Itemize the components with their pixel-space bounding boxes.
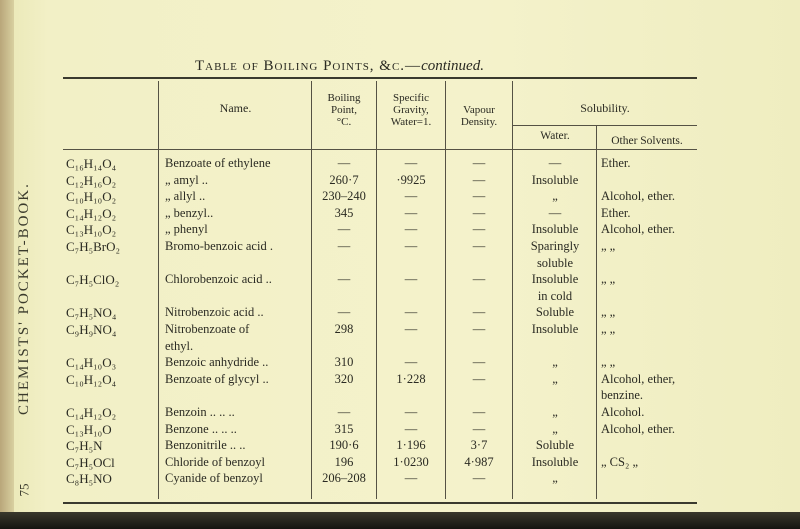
- cell-formula: C₁₀H₁₂O₄: [66, 371, 117, 387]
- cell-name: Benzone .. .. ..: [165, 421, 237, 436]
- cell-vd: —: [472, 189, 486, 204]
- column-divider: [445, 81, 446, 499]
- table-title: [195, 58, 625, 75]
- bottom-shadow: [0, 512, 800, 529]
- cell-name: Benzoate of glycyl ..: [165, 371, 269, 386]
- cell-other: Alcohol.: [601, 405, 645, 419]
- cell-water: „: [552, 355, 558, 370]
- header-divider: [63, 149, 697, 150]
- cell-vd: —: [472, 272, 486, 287]
- cell-name: Nitrobenzoic acid ..: [165, 305, 264, 320]
- cell-water: Insoluble: [531, 222, 579, 237]
- page-binding: [0, 0, 14, 512]
- cell-bp: —: [337, 156, 351, 170]
- cell-formula: C₁₂H₁₆O₂: [66, 172, 117, 188]
- cell-name: Chlorobenzoic acid ..: [165, 272, 272, 287]
- cell-other: benzine.: [601, 388, 643, 403]
- cell-bp: 190·6: [329, 438, 359, 453]
- cell-bp: 206–208: [322, 471, 366, 486]
- cell-name: „ benzyl..: [165, 205, 214, 220]
- header-specific-3: Water=1.: [390, 116, 432, 128]
- cell-bp: 230–240: [322, 189, 366, 204]
- table-title-continued: continued.: [421, 58, 484, 74]
- header-solubility: Solubility.: [580, 101, 630, 115]
- cell-water: Insoluble: [531, 454, 579, 469]
- cell-sg: —: [404, 189, 418, 204]
- column-divider: [376, 81, 377, 499]
- cell-sg: —: [404, 471, 418, 486]
- cell-formula: C₁₀H₁₀O₂: [66, 189, 117, 205]
- cell-bp: 298: [334, 322, 354, 336]
- cell-sg: —: [404, 355, 418, 370]
- header-boiling-1: Boiling: [327, 92, 361, 104]
- header-vapour-1: Vapour: [463, 104, 495, 116]
- cell-vd: 3·7: [470, 438, 488, 453]
- cell-bp: 260·7: [329, 172, 359, 187]
- header-vapour-2: Density.: [460, 116, 498, 128]
- page-number: 75: [16, 483, 32, 497]
- cell-water: —: [548, 156, 562, 170]
- cell-formula: C₁₃H₁₀O₂: [66, 222, 117, 238]
- cell-other: „ „: [601, 239, 616, 253]
- cell-name: Cyanide of benzoyl: [165, 471, 263, 486]
- cell-water: „: [552, 189, 558, 204]
- cell-water: „: [552, 471, 558, 486]
- table-title-main: Table of Boiling Points, &c.—: [195, 58, 422, 74]
- cell-other: Alcohol, ether.: [601, 189, 675, 204]
- cell-other: Alcohol, ether.: [601, 421, 675, 436]
- cell-water: „: [552, 421, 558, 436]
- cell-water: Insoluble: [531, 272, 579, 287]
- cell-water: „: [552, 371, 558, 386]
- cell-name: „ amyl ..: [165, 172, 209, 187]
- cell-vd: —: [472, 405, 486, 419]
- cell-vd: —: [472, 355, 486, 370]
- cell-vd: —: [472, 156, 486, 170]
- cell-vd: —: [472, 471, 486, 486]
- cell-formula: C₇H₅ClO₂: [66, 272, 120, 288]
- cell-name: „ allyl ..: [165, 189, 206, 204]
- cell-vd: —: [472, 371, 486, 386]
- cell-vd: —: [472, 205, 486, 220]
- cell-sg: —: [404, 405, 418, 419]
- cell-bp: 315: [334, 421, 354, 436]
- cell-vd: —: [472, 172, 486, 187]
- cell-name: Benzoate of ethylene: [165, 156, 271, 170]
- cell-name: ethyl.: [165, 338, 194, 353]
- cell-name: „ phenyl: [165, 222, 208, 237]
- cell-formula: C₇H₅OCl: [66, 454, 115, 470]
- cell-name: Chloride of benzoyl: [165, 454, 265, 469]
- cell-sg: —: [404, 239, 418, 253]
- cell-bp: 320: [334, 371, 354, 386]
- cell-formula: C₇H₅NO₄: [66, 305, 117, 321]
- cell-vd: —: [472, 421, 486, 436]
- cell-sg: —: [404, 205, 418, 220]
- cell-sg: 1·228: [396, 371, 426, 386]
- column-divider: [158, 81, 159, 499]
- cell-formula: C₁₄H₁₂O₂: [66, 205, 117, 221]
- cell-formula: C₁₄H₁₂O₂: [66, 405, 117, 420]
- cell-sg: —: [404, 272, 418, 287]
- cell-name: Bromo-benzoic acid .: [165, 239, 273, 253]
- cell-water: Sparingly: [530, 239, 580, 253]
- cell-water: soluble: [536, 255, 574, 270]
- spine-header: [14, 60, 44, 500]
- cell-bp: —: [337, 272, 351, 287]
- column-divider: [311, 81, 312, 499]
- cell-water: Soluble: [535, 438, 575, 453]
- cell-other: Alcohol, ether.: [601, 222, 675, 237]
- cell-bp: 310: [334, 355, 354, 370]
- boiling-points-table: [63, 77, 697, 504]
- cell-bp: —: [337, 305, 351, 320]
- cell-formula: C₈H₅NO: [66, 471, 112, 487]
- column-divider: [596, 126, 597, 499]
- cell-bp: 196: [334, 454, 354, 469]
- cell-sg: —: [404, 156, 418, 170]
- header-divider: [512, 125, 697, 126]
- cell-vd: —: [472, 322, 486, 336]
- cell-other: Ether.: [601, 205, 631, 220]
- header-name: Name.: [219, 101, 252, 115]
- cell-other: Alcohol, ether,: [601, 371, 676, 386]
- cell-sg: —: [404, 305, 418, 320]
- cell-other: „ „: [601, 272, 616, 287]
- cell-other: „ CS₂ „: [601, 454, 638, 469]
- cell-water: in cold: [537, 288, 573, 303]
- cell-bp: —: [337, 239, 351, 253]
- cell-vd: —: [472, 222, 486, 237]
- cell-bp: —: [337, 222, 351, 237]
- cell-bp: —: [337, 405, 351, 419]
- running-head: CHEMISTS' POCKET-BOOK.: [16, 182, 32, 415]
- cell-water: —: [548, 205, 562, 220]
- cell-other: „ „: [601, 322, 616, 336]
- cell-sg: 1·196: [396, 438, 426, 453]
- header-boiling-2: Point,: [331, 104, 357, 116]
- cell-name: Benzoic anhydride ..: [165, 355, 269, 370]
- cell-water: Insoluble: [531, 322, 579, 336]
- cell-formula: C₁₄H₁₀O₃: [66, 355, 117, 371]
- header-boiling-3: °C.: [336, 116, 352, 128]
- cell-other: „ „: [601, 305, 616, 320]
- cell-formula: C₁₆H₁₄O₄: [66, 156, 117, 171]
- cell-name: Benzonitrile .. ..: [165, 438, 246, 453]
- cell-sg: ·9925: [396, 172, 426, 187]
- cell-formula: C₇H₅N: [66, 438, 103, 454]
- cell-sg: —: [404, 222, 418, 237]
- cell-other: Ether.: [601, 156, 631, 170]
- header-other-solvents: Other Solvents.: [611, 135, 683, 147]
- header-water: Water.: [540, 130, 570, 142]
- cell-water: Insoluble: [531, 172, 579, 187]
- cell-water: „: [552, 405, 558, 419]
- cell-formula: C₉H₉NO₄: [66, 322, 117, 337]
- cell-formula: C₁₃H₁₀O: [66, 421, 112, 437]
- cell-name: Nitrobenzoate of: [165, 322, 250, 336]
- header-specific-1: Specific: [392, 92, 430, 104]
- cell-formula: C₇H₅BrO₂: [66, 239, 121, 254]
- cell-water: Soluble: [535, 305, 575, 320]
- cell-other: „ „: [601, 355, 616, 370]
- header-specific-2: Gravity,: [393, 104, 429, 116]
- cell-sg: —: [404, 322, 418, 336]
- cell-sg: 1·0230: [393, 454, 429, 469]
- cell-sg: —: [404, 421, 418, 436]
- cell-vd: 4·987: [464, 454, 494, 469]
- cell-bp: 345: [334, 205, 354, 220]
- cell-vd: —: [472, 239, 486, 253]
- cell-vd: —: [472, 305, 486, 320]
- cell-name: Benzoin .. .. ..: [165, 405, 235, 419]
- column-divider: [512, 81, 513, 499]
